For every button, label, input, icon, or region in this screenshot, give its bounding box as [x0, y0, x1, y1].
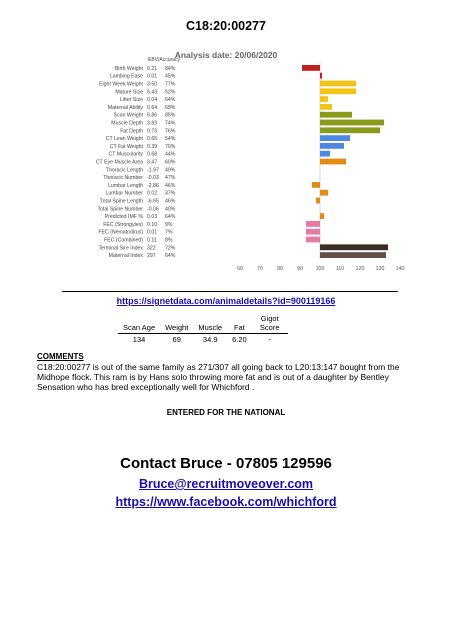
accuracy-value: 44%	[165, 151, 176, 158]
trait-label: Maternal Ability	[107, 104, 143, 111]
index-bar	[316, 198, 320, 204]
index-bar	[320, 127, 380, 133]
x-tick-label: 110	[335, 266, 345, 272]
ebv-value: 0.65	[147, 136, 158, 143]
scan-value-fat: 6.20	[232, 335, 247, 344]
trait-label: Birth Weight	[114, 65, 143, 72]
x-tick-label: 140	[395, 266, 405, 272]
x-tick-label: 90	[297, 266, 303, 272]
scan-value-weight: 69	[172, 335, 181, 344]
index-bar	[320, 81, 356, 87]
ebv-value: 0.01	[147, 73, 158, 80]
accuracy-value: 64%	[165, 253, 176, 260]
accuracy-value: 76%	[165, 128, 176, 135]
ebv-value: -0.03	[147, 175, 159, 182]
index-bar	[320, 112, 352, 118]
scan-header-scan-age: Scan Age	[118, 313, 160, 334]
accuracy-value: 46%	[165, 182, 176, 189]
x-tick-label: 100	[315, 266, 325, 272]
ebv-value: 0.68	[147, 151, 158, 158]
trait-label: CT Lean Weight	[105, 136, 143, 143]
divider	[62, 291, 398, 292]
x-tick-label: 60	[237, 266, 243, 272]
ebv-value: 0.01	[147, 229, 158, 236]
index-bar	[320, 120, 384, 126]
index-bar	[306, 237, 320, 243]
index-bar	[320, 252, 386, 258]
trait-label: Total Spine Length	[100, 198, 143, 205]
index-bar	[306, 229, 320, 235]
trait-label: CT Fat Weight	[109, 143, 143, 150]
signet-link[interactable]: https://signetdata.com/animaldetails?id=900119166	[116, 296, 336, 306]
trait-label: FEC (Combined)	[104, 237, 143, 244]
entered-text: ENTERED FOR THE NATIONAL	[166, 408, 286, 417]
facebook-link[interactable]: https://www.facebook.com/whichford	[115, 495, 337, 509]
index-bar	[320, 88, 356, 94]
ebv-value: 0.73	[147, 128, 158, 135]
trait-label: Predicted IMF %	[104, 214, 143, 221]
comments-heading: COMMENTS	[37, 352, 84, 361]
index-bar	[320, 96, 328, 102]
ebv-value: 3.47	[147, 159, 158, 166]
accuracy-value: 60%	[165, 159, 176, 166]
trait-label: FEC (Strongyles)	[103, 221, 143, 228]
index-bar	[320, 135, 350, 141]
accuracy-value: 54%	[165, 136, 176, 143]
trait-label: Thoracic Number	[103, 175, 143, 182]
x-tick-label: 130	[375, 266, 385, 272]
index-bar	[320, 190, 328, 196]
index-bar	[302, 65, 320, 71]
ebv-chart	[55, 42, 405, 287]
scan-header-weight: Weight	[160, 313, 193, 334]
index-bar	[306, 221, 320, 227]
index-bar	[320, 104, 332, 110]
trait-label: Muscle Depth	[111, 120, 143, 127]
contact-text: Contact Bruce - 07805 129596	[120, 455, 332, 472]
ebv-value: 0.21	[147, 65, 158, 72]
scan-value-gigot-score: -	[268, 335, 271, 344]
accuracy-value: 46%	[165, 198, 176, 205]
accuracy-value: 70%	[165, 143, 176, 150]
accuracy-value: 69%	[165, 104, 176, 111]
ebv-chart-svg	[55, 42, 405, 287]
index-bar	[320, 244, 388, 250]
ebv-value: 322	[147, 245, 156, 252]
ebv-value: -6.65	[147, 198, 159, 205]
scan-header-gigot-score: Gigot Score	[252, 313, 288, 334]
scan-header-fat: Fat	[227, 313, 252, 334]
index-bar	[320, 143, 344, 149]
trait-label: Mature Size	[115, 89, 143, 96]
ebv-value: 0.03	[147, 214, 158, 221]
trait-label: CT Muscularity	[108, 151, 143, 158]
ebv-value: 5.43	[147, 89, 158, 96]
ebv-value: -2.86	[147, 182, 159, 189]
accuracy-value: 77%	[165, 81, 176, 88]
index-bar	[320, 151, 330, 157]
accuracy-value: 8%	[165, 237, 173, 244]
accuracy-value: 52%	[165, 89, 176, 96]
index-bar	[312, 182, 320, 188]
accuracy-value: 74%	[165, 120, 176, 127]
ebv-value: 0.11	[147, 237, 157, 244]
ebv-value: 0.04	[147, 97, 158, 104]
trait-label: Scan Weight	[113, 112, 143, 119]
accuracy-value: 85%	[165, 112, 176, 119]
accuracy-value: 64%	[165, 97, 176, 104]
scan-table	[118, 313, 288, 345]
trait-label: Terminal Sire Index	[98, 245, 143, 252]
trait-label: Total Spine Number	[97, 206, 143, 213]
ebv-value: 3.50	[147, 81, 158, 88]
accuracy-value: 49%	[165, 167, 176, 174]
trait-label: FEC (Nematodirus)	[98, 229, 143, 236]
trait-label: Lambing Ease	[109, 73, 143, 80]
accuracy-value: 84%	[165, 65, 176, 72]
trait-label: Maternal Index	[108, 253, 143, 260]
accuracy-value: 37%	[165, 190, 176, 197]
trait-label: Fat Depth	[120, 128, 143, 135]
chart-title: Analysis date: 20/06/2020	[174, 50, 278, 60]
trait-label: Lumbar Number	[105, 190, 143, 197]
accuracy-value: 64%	[165, 214, 176, 221]
ebv-value: 0.10	[147, 221, 158, 228]
index-bar	[320, 213, 324, 219]
ebv-column-header: EBV/Accuracy	[148, 57, 180, 63]
scan-header-muscle: Muscle	[193, 313, 227, 334]
scan-value-scan-age: 134	[132, 335, 146, 344]
accuracy-value: 47%	[165, 175, 176, 182]
trait-label: CT Eye Muscle Area	[95, 159, 143, 166]
ebv-value: 0.02	[147, 190, 158, 197]
accuracy-value: 72%	[165, 245, 176, 252]
x-tick-label: 70	[257, 266, 263, 272]
ebv-value: 0.39	[147, 143, 158, 150]
scan-value-muscle: 34.9	[202, 335, 218, 344]
ebv-value: -0.06	[147, 206, 159, 213]
ebv-value: 5.86	[147, 112, 158, 119]
accuracy-value: 7%	[165, 229, 173, 236]
x-tick-label: 80	[277, 266, 283, 272]
email-link[interactable]: Bruce@recruitmoveover.com	[138, 477, 314, 491]
trait-label: Litter Size	[119, 97, 143, 104]
accuracy-value: 9%	[165, 221, 173, 228]
ebv-value: 297	[147, 253, 156, 260]
ebv-value: 3.83	[147, 120, 158, 127]
page-title: C18:20:00277	[186, 19, 266, 33]
x-tick-label: 120	[355, 266, 365, 272]
trait-label: Thoracic Length	[105, 167, 143, 174]
trait-label: Lumbar Length	[108, 182, 143, 189]
index-bar	[320, 73, 322, 79]
index-bar	[320, 159, 346, 165]
accuracy-value: 45%	[165, 73, 176, 80]
comments-text: C18:20:00277 is out of the same family as 271/307 all going back to L20:13:147 bought from the Midhope flock. This ram is by Hans solo throwing more fat and is out of a daughter by Bentley Sensation who has bred exceptionally well for Whichford .	[37, 362, 400, 392]
accuracy-value: 40%	[165, 206, 176, 213]
ebv-value: -1.97	[147, 167, 159, 174]
trait-label: Eight Week Weight	[99, 81, 143, 88]
ebv-value: 0.64	[147, 104, 158, 111]
